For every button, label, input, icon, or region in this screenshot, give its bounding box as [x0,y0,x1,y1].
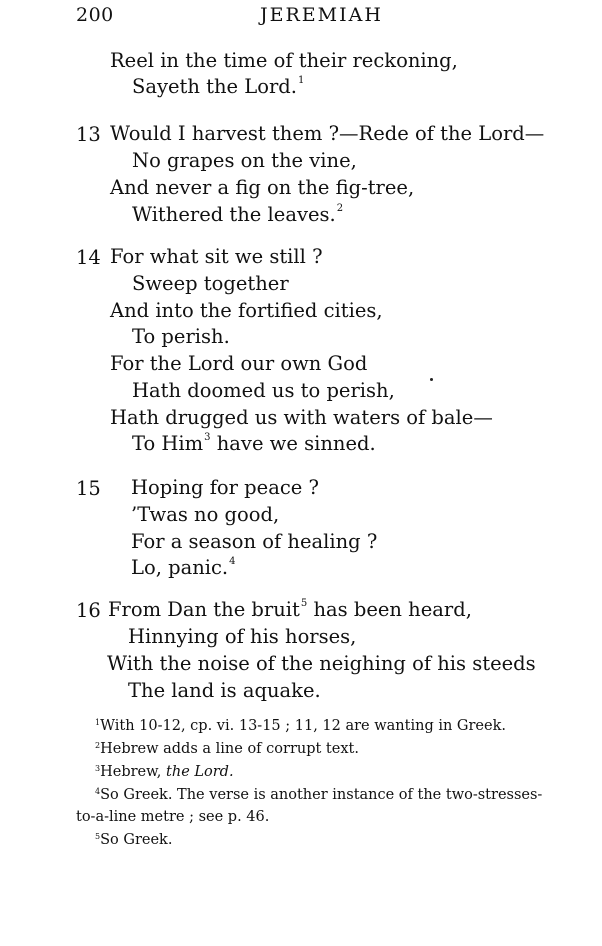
verse-number: 16 [76,599,101,622]
footnote-continuation: to-a-line metre ; see p. 46. [76,809,270,825]
page-number: 200 [76,4,114,26]
poem-line: And into the fortified cities, [110,299,383,322]
poem-line: The land is aquake. [128,679,321,702]
page-header [76,4,576,30]
poem-line: For the Lord our own God [110,352,368,375]
poem-line: With the noise of the neighing of his steeds [107,652,536,675]
poem-line: Hinnying of his horses, [128,625,357,648]
poem-line: ’Twas no good, [131,503,280,526]
footnote: $^5$So Greek. [95,832,173,848]
footnote-ref: 2 [336,203,344,214]
footnote: $^3$Hebrew, the Lord. [95,764,234,780]
poem-line: To perish. [132,325,230,348]
verse-number: 14 [76,246,101,269]
poem-line: Hoping for peace ? [131,476,319,499]
poem-line: Withered the leaves.$^2$ [132,203,344,226]
poem-line: From Dan the bruit$^5$ has been heard, [108,598,472,621]
poem-line: Would I harvest them ?—Rede of the Lord— [110,122,545,145]
poem-line: Reel in the time of their reckoning, [110,49,458,72]
poem-line: Lo, panic.$^4$ [131,556,236,579]
poem-line: Sweep together [132,272,289,295]
poem-line: Sayeth the Lord.$^1$ [132,75,305,98]
poem-line: To Him$^3$ have we sinned. [132,432,376,455]
verse-number: 13 [76,123,101,146]
footnote: $^4$So Greek. The verse is another instance of the two-stresses- [95,787,543,803]
stray-mark [430,378,433,381]
poem-line: No grapes on the vine, [132,149,357,172]
footnote: $^2$Hebrew adds a line of corrupt text. [95,741,359,757]
verse-number: 15 [76,477,101,500]
poem-line: Hath drugged us with waters of bale— [110,406,493,429]
footnote-ref: 4 [229,556,236,567]
poem-line: Hath doomed us to perish, [132,379,395,402]
running-head: JEREMIAH [260,4,383,26]
footnote-ref: 3 [204,432,211,443]
footnote-ref: 1 [297,75,305,86]
footnote-ref: 5 [300,598,308,609]
poem-line: And never a fig on the fig-tree, [110,176,415,199]
poem-line: For what sit we still ? [110,245,323,268]
footnote: $^1$With 10-12, cp. vi. 13-15 ; 11, 12 are wanting in Greek. [95,718,506,734]
poem-line: For a season of healing ? [131,530,378,553]
